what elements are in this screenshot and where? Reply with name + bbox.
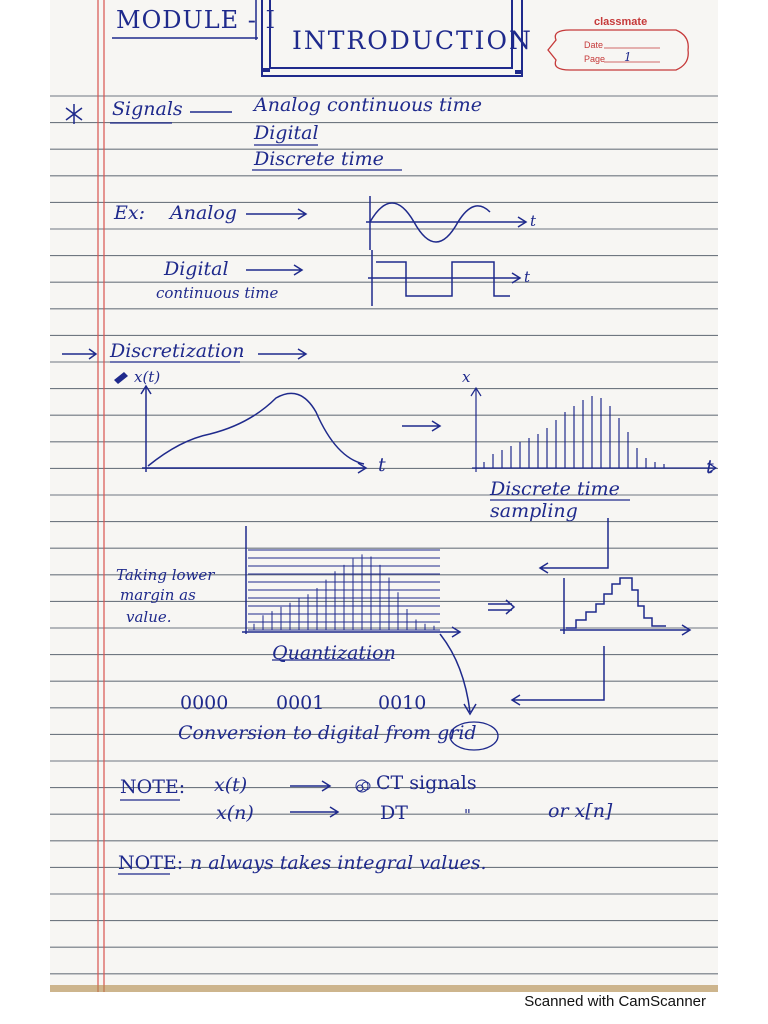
note-xn: x(n) [216,802,254,824]
page-number: 1 [624,50,632,64]
scanner-watermark: Scanned with CamScanner [524,993,706,1010]
note2-label: NOTE: [118,852,184,874]
continuous-time-label: continuous time [156,284,279,302]
discrete-time-caption: Discrete time [490,478,620,500]
note2-text: n always takes integral values. [190,852,487,874]
digital-label: Digital [164,258,229,280]
binary-code: 0000 [180,692,229,714]
module-label: MODULE - I [116,6,277,34]
binary-code: 0010 [378,692,427,714]
note-ct-signals: CT signals [376,772,477,794]
note-dt: DT [380,802,408,824]
sampling-caption: sampling [490,500,578,522]
digital-t-label: t [524,268,531,286]
quantization-heading: Quantization [272,642,396,664]
analog-label: Analog [170,202,237,224]
quantization-note-line2: margin as [120,586,196,604]
t-axis-label-sampled: t [706,456,714,478]
conversion-text: Conversion to digital from grid [178,722,477,744]
quantization-note-line3: value. [126,608,172,626]
signal-type-discrete: Discrete time [254,148,384,170]
page-title: INTRODUCTION [292,26,533,55]
x-axis-label: x [462,368,471,386]
ditto-mark: " [464,806,471,824]
signal-type-digital: Digital [254,122,319,144]
example-label: Ex: [114,202,145,224]
signals-heading: Signals [112,98,183,120]
discretization-heading: Discretization [110,340,245,362]
date-label: Date [584,40,604,50]
t-axis-label: t [378,454,386,476]
signal-type-analog: Analog continuous time [254,94,482,116]
binary-code: 0001 [276,692,325,714]
brand-logo: classmate [594,16,648,28]
analog-t-label: t [530,212,537,230]
note-xt: x(t) [214,774,248,796]
quantization-note-line1: Taking lower [116,566,215,584]
note1-label: NOTE: [120,776,186,798]
page-label: Page [584,54,606,64]
note-or-xn: or x[n] [548,800,613,822]
xt-axis-label: x(t) [134,368,161,386]
